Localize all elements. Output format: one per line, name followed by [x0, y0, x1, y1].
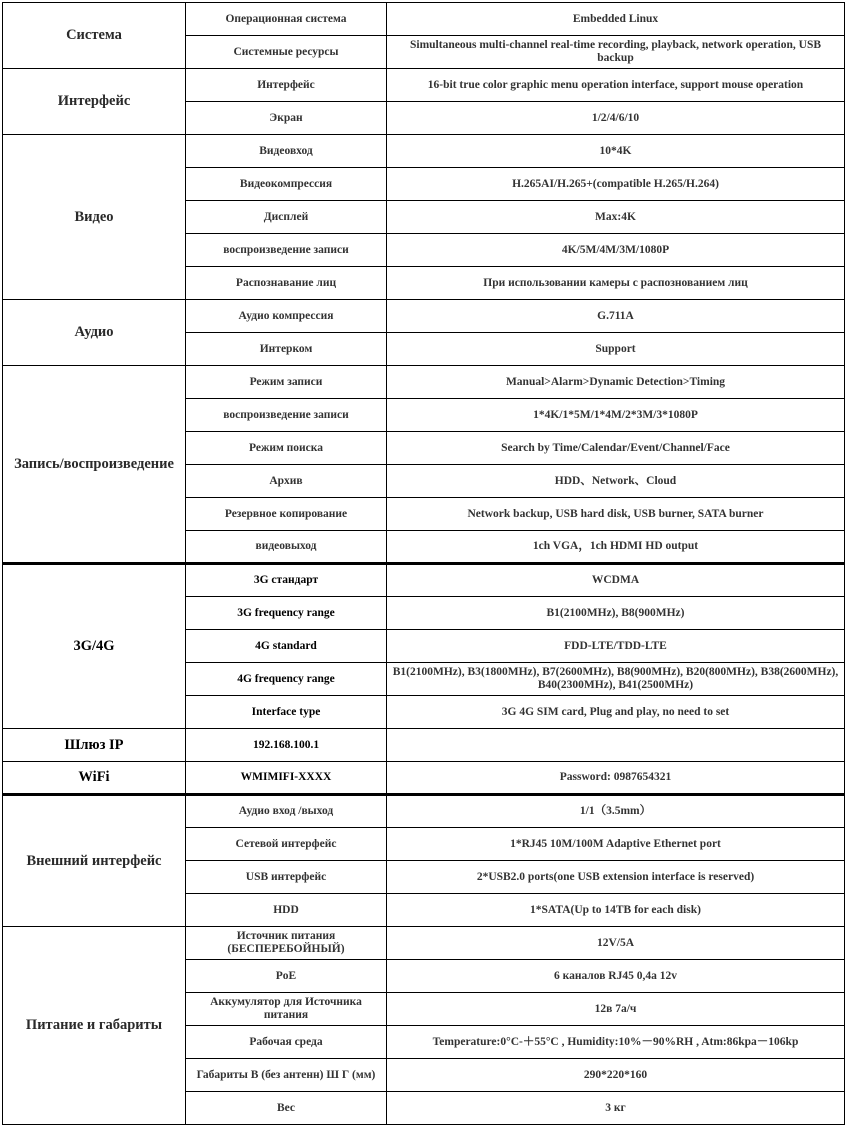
- value-cell: При использовании камеры с распознованием лиц: [387, 267, 845, 300]
- param-cell: PoE: [186, 960, 387, 993]
- value-cell: Manual>Alarm>Dynamic Detection>Timing: [387, 366, 845, 399]
- value-cell: 3 кг: [387, 1092, 845, 1125]
- param-cell: Экран: [186, 102, 387, 135]
- category-cell: Интерфейс: [3, 69, 186, 135]
- param-cell: Сетевой интерфейс: [186, 828, 387, 861]
- category-cell: Система: [3, 3, 186, 69]
- param-cell: 3G frequency range: [186, 597, 387, 630]
- value-cell: Max:4K: [387, 201, 845, 234]
- param-cell: USB интерфейс: [186, 861, 387, 894]
- value-cell: Simultaneous multi-channel real-time recording, playback, network operation, USB backup: [387, 36, 845, 69]
- param-cell: Режим записи: [186, 366, 387, 399]
- category-cell: Шлюз IP: [3, 729, 186, 762]
- table-row: [3, 3, 845, 36]
- category-cell: Видео: [3, 135, 186, 300]
- param-cell: Интерфейс: [186, 69, 387, 102]
- table-row: [3, 135, 845, 168]
- value-cell: 1ch VGA，1ch HDMI HD output: [387, 531, 845, 564]
- param-cell: Аудио компрессия: [186, 300, 387, 333]
- value-cell: Search by Time/Calendar/Event/Channel/Face: [387, 432, 845, 465]
- value-cell: 3G 4G SIM card, Plug and play, no need to set: [387, 696, 845, 729]
- value-cell: 290*220*160: [387, 1059, 845, 1092]
- category-cell: Питание и габариты: [3, 927, 186, 1125]
- value-cell: 1*SATA(Up to 14TB for each disk): [387, 894, 845, 927]
- param-cell: Рабочая среда: [186, 1026, 387, 1059]
- param-cell: Габариты В (без антенн) Ш Г (мм): [186, 1059, 387, 1092]
- value-cell: 2*USB2.0 ports(one USB extension interface is reserved): [387, 861, 845, 894]
- spec-table: [2, 2, 845, 1125]
- param-cell: Распознавание лиц: [186, 267, 387, 300]
- table-row: [3, 927, 845, 960]
- table-row: [3, 300, 845, 333]
- value-cell: Password: 0987654321: [387, 762, 845, 795]
- table-row: [3, 729, 845, 762]
- category-cell: WiFi: [3, 762, 186, 795]
- param-cell: 192.168.100.1: [186, 729, 387, 762]
- category-cell: Внешний интерфейс: [3, 795, 186, 927]
- value-cell: 1*4K/1*5M/1*4M/2*3M/3*1080P: [387, 399, 845, 432]
- table-row: [3, 366, 845, 399]
- param-cell: Интерком: [186, 333, 387, 366]
- param-cell: Системные ресурсы: [186, 36, 387, 69]
- param-cell: Видеокомпрессия: [186, 168, 387, 201]
- param-cell: воспроизведение записи: [186, 234, 387, 267]
- table-row: [3, 762, 845, 795]
- value-cell: 6 каналов RJ45 0,4а 12v: [387, 960, 845, 993]
- category-cell: Аудио: [3, 300, 186, 366]
- param-cell: Архив: [186, 465, 387, 498]
- param-cell: WMIMIFI-XXXX: [186, 762, 387, 795]
- param-cell: Аудио вход /выход: [186, 795, 387, 828]
- value-cell: 12V/5A: [387, 927, 845, 960]
- table-row: [3, 564, 845, 597]
- category-cell: Запись/воспроизведение: [3, 366, 186, 564]
- table-row: [3, 69, 845, 102]
- param-cell: Источник питания (БЕСПЕРЕБОЙНЫЙ): [186, 927, 387, 960]
- value-cell: 4K/5M/4M/3M/1080P: [387, 234, 845, 267]
- value-cell: HDD、Network、Cloud: [387, 465, 845, 498]
- param-cell: Дисплей: [186, 201, 387, 234]
- value-cell: 1/2/4/6/10: [387, 102, 845, 135]
- param-cell: Аккумулятор для Источника питания: [186, 993, 387, 1026]
- value-cell: B1(2100MHz), B3(1800MHz), B7(2600MHz), B8(900MHz), B20(800MHz), B38(2600MHz), B40(2300MHz), B41(2500MHz): [387, 663, 845, 696]
- value-cell: Network backup, USB hard disk, USB burner, SATA burner: [387, 498, 845, 531]
- param-cell: Вес: [186, 1092, 387, 1125]
- value-cell: Support: [387, 333, 845, 366]
- value-cell: 10*4K: [387, 135, 845, 168]
- param-cell: HDD: [186, 894, 387, 927]
- category-cell: 3G/4G: [3, 564, 186, 729]
- value-cell: 1*RJ45 10M/100M Adaptive Ethernet port: [387, 828, 845, 861]
- param-cell: Interface type: [186, 696, 387, 729]
- param-cell: Операционная система: [186, 3, 387, 36]
- value-cell: [387, 729, 845, 762]
- table-row: [3, 795, 845, 828]
- param-cell: воспроизведение записи: [186, 399, 387, 432]
- param-cell: 4G standard: [186, 630, 387, 663]
- value-cell: FDD-LTE/TDD-LTE: [387, 630, 845, 663]
- value-cell: 1/1（3.5mm）: [387, 795, 845, 828]
- value-cell: WCDMA: [387, 564, 845, 597]
- value-cell: G.711A: [387, 300, 845, 333]
- value-cell: Temperature:0°C-＋55°C , Humidity:10%－90%RH , Atm:86kpa－106kp: [387, 1026, 845, 1059]
- param-cell: видеовыход: [186, 531, 387, 564]
- param-cell: 4G frequency range: [186, 663, 387, 696]
- param-cell: Резервное копирование: [186, 498, 387, 531]
- param-cell: Режим поиска: [186, 432, 387, 465]
- value-cell: B1(2100MHz), B8(900MHz): [387, 597, 845, 630]
- param-cell: 3G стандарт: [186, 564, 387, 597]
- value-cell: 16-bit true color graphic menu operation interface, support mouse operation: [387, 69, 845, 102]
- value-cell: Embedded Linux: [387, 3, 845, 36]
- value-cell: 12в 7а/ч: [387, 993, 845, 1026]
- param-cell: Видеовход: [186, 135, 387, 168]
- value-cell: H.265AI/H.265+(compatible H.265/H.264): [387, 168, 845, 201]
